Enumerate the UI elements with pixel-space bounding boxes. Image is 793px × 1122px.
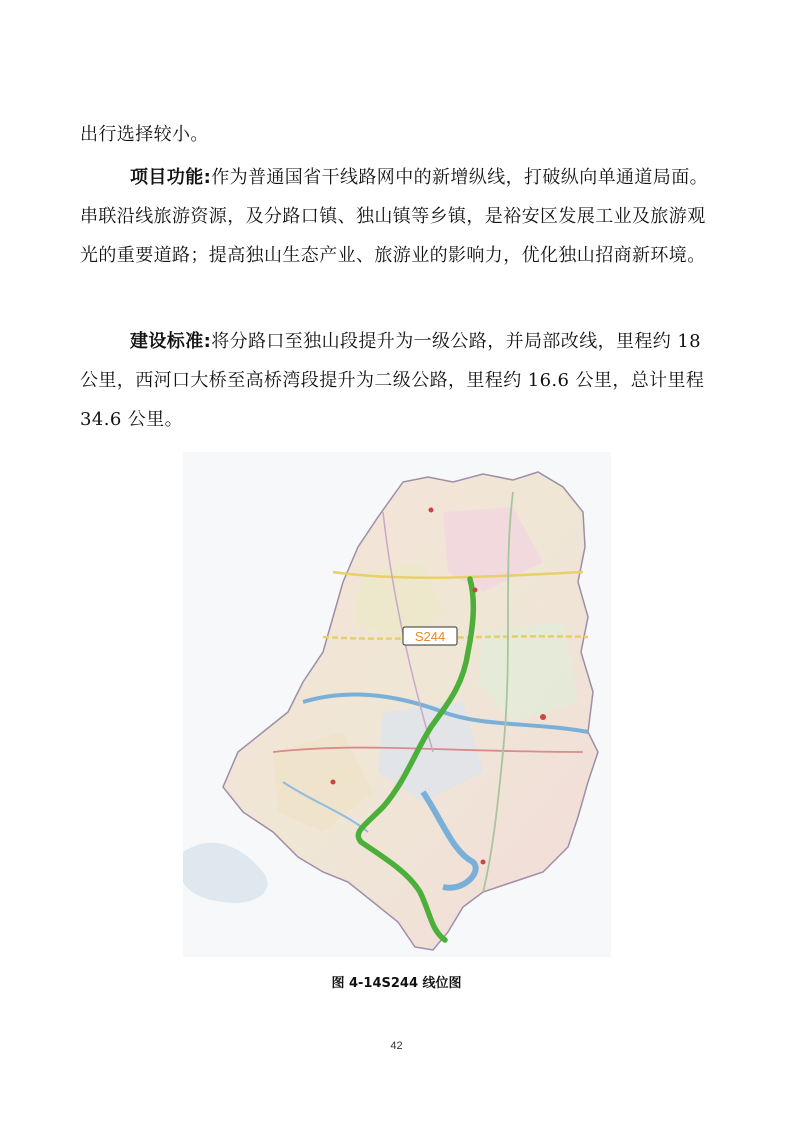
town-marker: [473, 588, 478, 593]
paragraph-construction-standard: [80, 322, 716, 439]
route-label: S244: [414, 629, 446, 644]
construction-standard-label: 建设标准:: [130, 331, 212, 352]
paragraph-project-function: [80, 158, 716, 275]
route-label-box: [403, 627, 457, 645]
route-map: [183, 452, 611, 957]
town-marker: [481, 860, 486, 865]
figure-caption: 图 4-14S244 线位图: [331, 976, 462, 991]
page-number: 42: [390, 1040, 403, 1052]
paragraph-intro-text: 出行选择较小。: [80, 124, 209, 145]
project-function-label: 项目功能:: [130, 167, 212, 188]
town-marker: [429, 508, 434, 513]
route-map-graphic: [183, 452, 611, 957]
town-marker: [540, 714, 546, 720]
paragraph-intro: [80, 115, 716, 154]
town-marker: [331, 780, 336, 785]
project-function-text: 作为普通国省干线路网中的新增纵线，打破纵向单通道局面。串联沿线旅游资源，及分路口镇、独山镇等乡镇，是裕安区发展工业及旅游观光的重要道路；提高独山生态产业、旅游业的影响力，优化独山招商新环境。: [80, 167, 709, 266]
construction-standard-text: 将分路口至独山段提升为一级公路，并局部改线，里程约 18 公里，西河口大桥至高桥湾段提升为二级公路，里程约 16.6 公里，总计里程 34.6 公里。: [80, 331, 705, 430]
